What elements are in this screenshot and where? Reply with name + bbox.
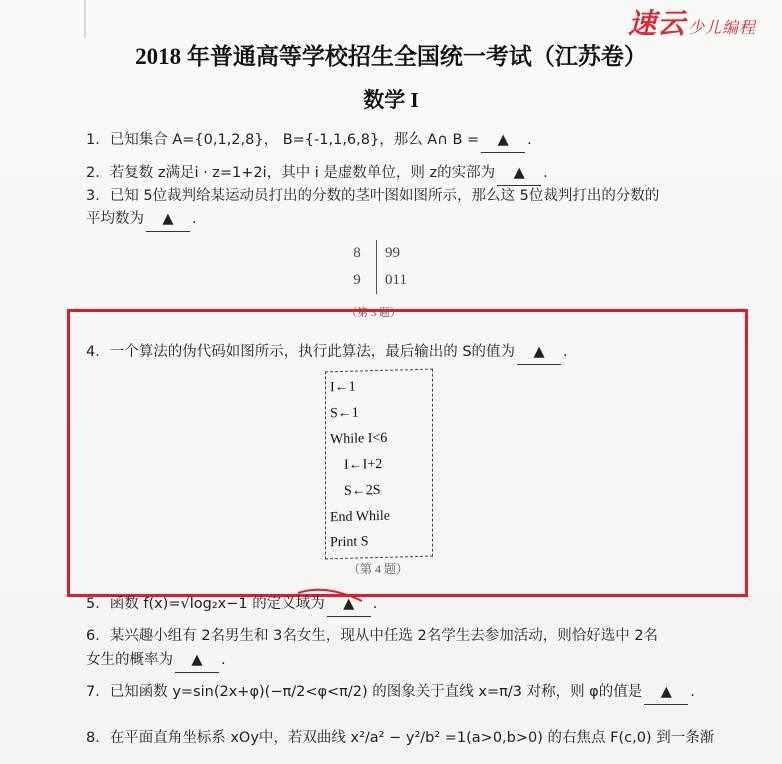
code-line: S←1 (330, 405, 359, 422)
question-4-end: . (563, 344, 568, 360)
stem-leaf-row (346, 240, 407, 267)
figure-4-caption: （第 4 题） (348, 562, 409, 576)
stem-divider (376, 240, 377, 267)
code-line: End While (330, 508, 391, 526)
question-1-end: . (527, 132, 532, 148)
question-2 (86, 161, 548, 186)
stem-value: 9 (353, 272, 361, 288)
question-7-text: 7．已知函数 y=sin(2x+φ)(−π/2<φ<π/2) 的图象关于直线 x=π/3 对称，则 φ的值是 (86, 684, 643, 700)
page-fold-line (84, 0, 86, 38)
question-1 (86, 128, 532, 153)
leaf-values: 99 (385, 245, 400, 261)
question-5-end: . (372, 596, 378, 612)
question-2-text: 2．若复数 z满足i · z=1+2i，其中 i 是虚数单位，则 z的实部为 (86, 165, 496, 181)
code-line: I←I+2 (344, 456, 383, 473)
question-7 (86, 680, 695, 705)
question-3-line-1: 3．已知 5位裁判给某运动员打出的分数的茎叶图如图所示，那么这 5位裁判打出的分数的 (86, 188, 660, 204)
code-line: I←1 (330, 379, 356, 396)
question-3-end: . (192, 211, 197, 227)
stem-leaf-row (346, 267, 407, 294)
question-4-text: 4．一个算法的伪代码如图所示，执行此算法，最后输出的 S的值为 (86, 344, 516, 360)
code-line: S←2S (344, 482, 381, 499)
question-6-text: 女生的概率为 (86, 652, 173, 668)
answer-blank-2: ▲ (497, 161, 541, 186)
exam-title: 2018 年普通高等学校招生全国统一考试（江苏卷） (135, 44, 647, 69)
logo-small-text: 少儿编程 (687, 18, 756, 37)
answer-blank-5: ▲ (327, 592, 371, 617)
question-3-line-2 (86, 207, 197, 232)
question-5 (86, 592, 377, 617)
logo-main-text: 速云 (627, 7, 686, 40)
question-4 (86, 340, 568, 365)
leaf-values: 011 (385, 272, 407, 288)
stem-divider (376, 267, 377, 294)
pseudocode-box (325, 369, 433, 560)
figure-3-caption: （第 3 题） (346, 307, 401, 319)
answer-blank-1: ▲ (481, 128, 525, 153)
answer-blank-6: ▲ (175, 648, 219, 673)
question-1-text: 1．已知集合 A={0,1,2,8}， B={-1,1,6,8}，那么 A∩ B = (86, 132, 480, 148)
question-2-end: . (543, 165, 548, 181)
code-line: While I<6 (330, 430, 388, 448)
answer-blank-4: ▲ (517, 340, 561, 365)
question-6-line-1: 6．某兴趣小组有 2名男生和 3名女生，现从中任选 2名学生去参加活动，则恰好选中 2名 (86, 628, 659, 644)
question-7-end: . (690, 684, 695, 700)
question-6-end: . (221, 652, 226, 668)
exam-subtitle: 数学 I (363, 88, 419, 112)
answer-blank-3: ▲ (146, 207, 190, 232)
brand-logo (628, 2, 756, 42)
answer-blank-7: ▲ (644, 680, 688, 705)
question-6-line-2 (86, 648, 226, 673)
stem-value: 8 (353, 245, 361, 261)
question-8: 8．在平面直角坐标系 xOy中，若双曲线 x²/a² − y²/b² =1(a>0,b>0) 的右焦点 F(c,0) 到一条渐 (86, 730, 715, 746)
question-5-text: 5．函数 f(x)=√log₂x−1 的定义域为 (86, 596, 325, 612)
question-3-text: 平均数为 (86, 211, 144, 227)
stem-leaf-plot (346, 240, 407, 294)
code-line: Print S (330, 534, 369, 551)
